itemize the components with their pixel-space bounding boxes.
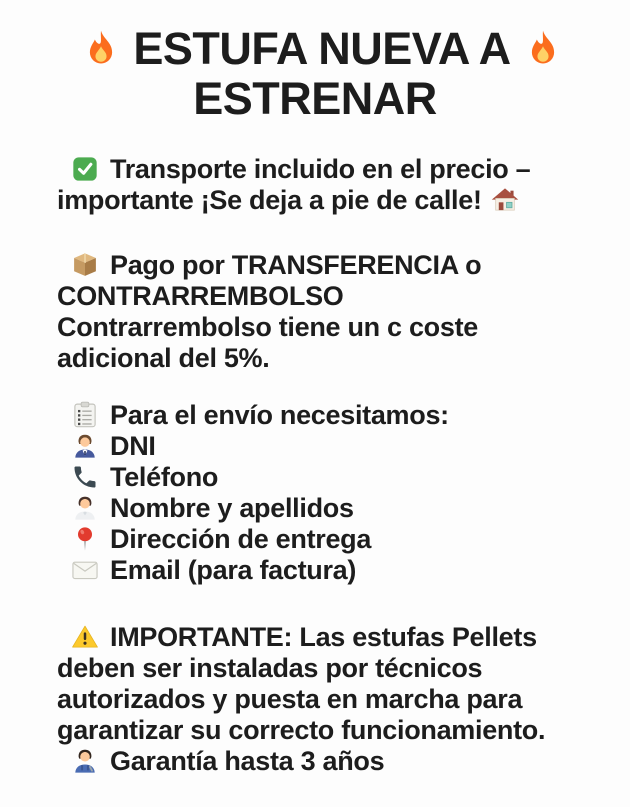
payment-line-1: [57, 250, 594, 281]
payment-text-1: Pago por TRANSFERENCIA o: [110, 250, 482, 280]
office-worker-icon: [71, 432, 99, 460]
list-item-label: DNI: [110, 431, 156, 461]
payment-line-2: CONTRARREMBOLSO: [57, 281, 344, 311]
transport-line-1: [57, 154, 594, 185]
important-line-1: [57, 622, 594, 653]
list-item-telefono: [57, 462, 594, 493]
house-icon: [491, 186, 519, 214]
list-item-label: Nombre y apellidos: [110, 493, 354, 523]
shipping-header: [57, 400, 594, 431]
list-item-email: [57, 555, 594, 586]
clipboard-icon: [71, 401, 99, 429]
list-item-label: Email (para factura): [110, 555, 357, 585]
important-text-1: IMPORTANTE: Las estufas Pellets: [110, 622, 537, 652]
payment-line-3: Contrarrembolso tiene un c coste: [57, 312, 478, 342]
important-paragraph: [57, 622, 594, 777]
envelope-icon: [71, 556, 99, 584]
transport-line-2: [57, 185, 594, 216]
list-item-direccion: [57, 524, 594, 555]
list-item-label: Teléfono: [110, 462, 219, 492]
ad-poster: [0, 24, 630, 807]
list-item-label: Dirección de entrega: [110, 524, 372, 554]
important-line-2: deben ser instaladas por técnicos: [57, 653, 483, 683]
transport-paragraph: [57, 154, 594, 216]
fire-icon: [523, 29, 563, 69]
page-title: [18, 24, 612, 124]
check-mark-icon: [71, 155, 99, 183]
shipping-header-text: Para el envío necesitamos:: [110, 400, 449, 430]
title-line-1: [18, 24, 612, 74]
ad-body: [57, 154, 594, 777]
list-item-dni: [57, 431, 594, 462]
important-line-3: autorizados y puesta en marcha para: [57, 684, 523, 714]
warning-icon: [71, 623, 99, 651]
title-line-2: ESTRENAR: [193, 73, 437, 124]
package-icon: [71, 251, 99, 279]
fire-icon: [81, 29, 121, 69]
mechanic-icon: [71, 747, 99, 775]
round-pushpin-icon: [71, 525, 99, 553]
man-icon: [71, 494, 99, 522]
telephone-receiver-icon: [71, 463, 99, 491]
list-item-nombre: [57, 493, 594, 524]
payment-paragraph: [57, 250, 594, 374]
transport-text-1: Transporte incluido en el precio –: [110, 154, 531, 184]
warranty-line: [57, 746, 594, 777]
transport-text-2: importante ¡Se deja a pie de calle!: [57, 185, 482, 215]
payment-line-4: adicional del 5%.: [57, 343, 270, 373]
important-line-4: garantizar su correcto funcionamiento.: [57, 715, 546, 745]
title-text-1: ESTUFA NUEVA A: [133, 23, 511, 74]
warranty-text: Garantía hasta 3 años: [110, 746, 385, 776]
shipping-list: [57, 400, 594, 586]
